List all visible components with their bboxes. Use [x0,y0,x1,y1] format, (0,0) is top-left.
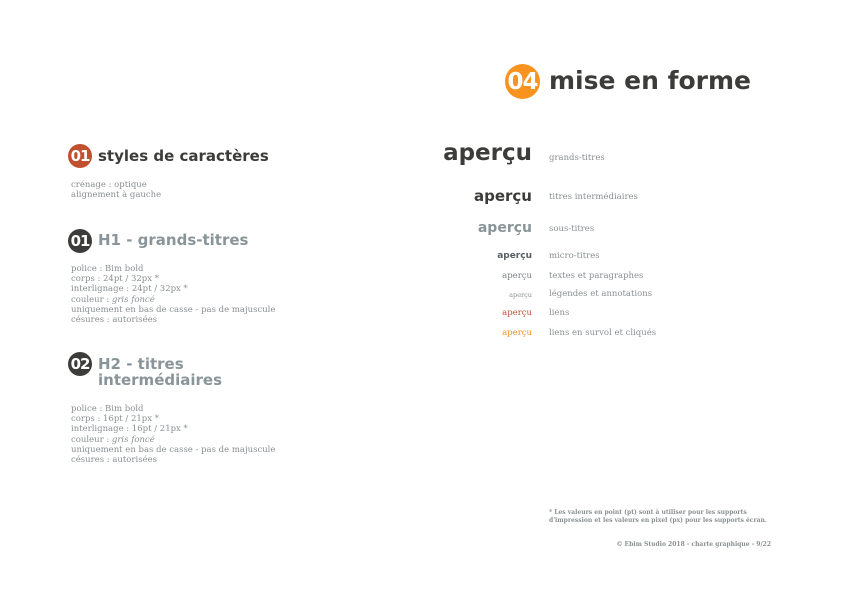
h1-color-value: gris foncé [111,294,155,305]
styles-line: alignement à gauche [71,190,162,201]
h1-line-color [71,295,275,305]
sample-label-grands-titres: grands-titres [549,153,605,163]
h2-line-color [71,435,275,445]
styles-line: crénage : optique [71,180,147,190]
h2-line-case: uniquement en bas de casse - pas de majuscule [71,444,276,455]
h1-line-hyphen: césures : autorisées [71,315,157,326]
styles-number-badge [68,144,92,168]
h1-number-badge [68,229,92,253]
sample-label-textes: textes et paragraphes [549,271,644,281]
styles-title: styles de caractères [98,147,269,165]
h1-line-leading: interlignage : 24pt / 32px * [71,284,188,295]
sample-sous-titres: aperçu [477,220,532,236]
section-number-badge [505,64,540,99]
h2-color-value: gris foncé [111,434,155,445]
h1-line-case: uniquement en bas de casse - pas de majuscule [71,304,276,315]
styles-description [71,180,161,200]
h2-line-hyphen: césures : autorisées [71,455,157,466]
h2-title [98,356,222,388]
h2-title-line: intermédiaires [98,371,223,389]
sample-label-liens-survol: liens en survol et cliqués [549,328,657,338]
sample-label-titres-intermediaires: titres intermédiaires [549,192,638,202]
sample-titres-intermediaires: aperçu [473,187,532,205]
section-title: mise en forme [549,66,752,95]
h1-line-size: corps : 24pt / 32px * [71,274,159,285]
h1-line-font: police : Bim bold [71,264,144,274]
h2-number-badge [68,352,92,376]
sample-legendes: aperçu [509,291,532,299]
h2-line-leading: interlignage : 16pt / 21px * [71,424,188,435]
h1-title: H1 - grands-titres [98,231,249,249]
h2-color-label: couleur : [71,434,112,445]
sample-grands-titres: aperçu [443,140,532,166]
sample-micro-titres: aperçu [497,251,532,261]
h1-color-label: couleur : [71,294,112,305]
sample-liens-survol[interactable]: aperçu [502,328,532,338]
footnote-line: * Les valeurs en point (pt) sont à utiliser pour les supports [549,509,747,516]
sample-label-sous-titres: sous-titres [549,224,595,234]
section-number: 04 [507,68,538,95]
sample-textes: aperçu [502,271,532,281]
footnote-line: d'impression et les valeurs en pixel (px) pour les supports écran. [549,517,767,524]
h2-line-size: corps : 16pt / 21px * [71,414,159,425]
sample-label-liens: liens [549,308,570,318]
page-footer: © Ebim Studio 2018 - charte graphique - 9/22 [616,541,771,548]
sample-liens[interactable]: aperçu [502,308,532,318]
h2-number: 02 [70,355,90,373]
sample-label-legendes: légendes et annotations [549,289,653,299]
h1-description [71,264,275,325]
sample-label-micro-titres: micro-titres [549,251,600,261]
h1-number: 01 [70,232,90,250]
styles-number: 01 [70,147,90,165]
h2-description [71,404,275,465]
h2-title-line: H2 - titres [98,355,184,373]
units-footnote [549,509,767,525]
h2-line-font: police : Bim bold [71,404,144,414]
